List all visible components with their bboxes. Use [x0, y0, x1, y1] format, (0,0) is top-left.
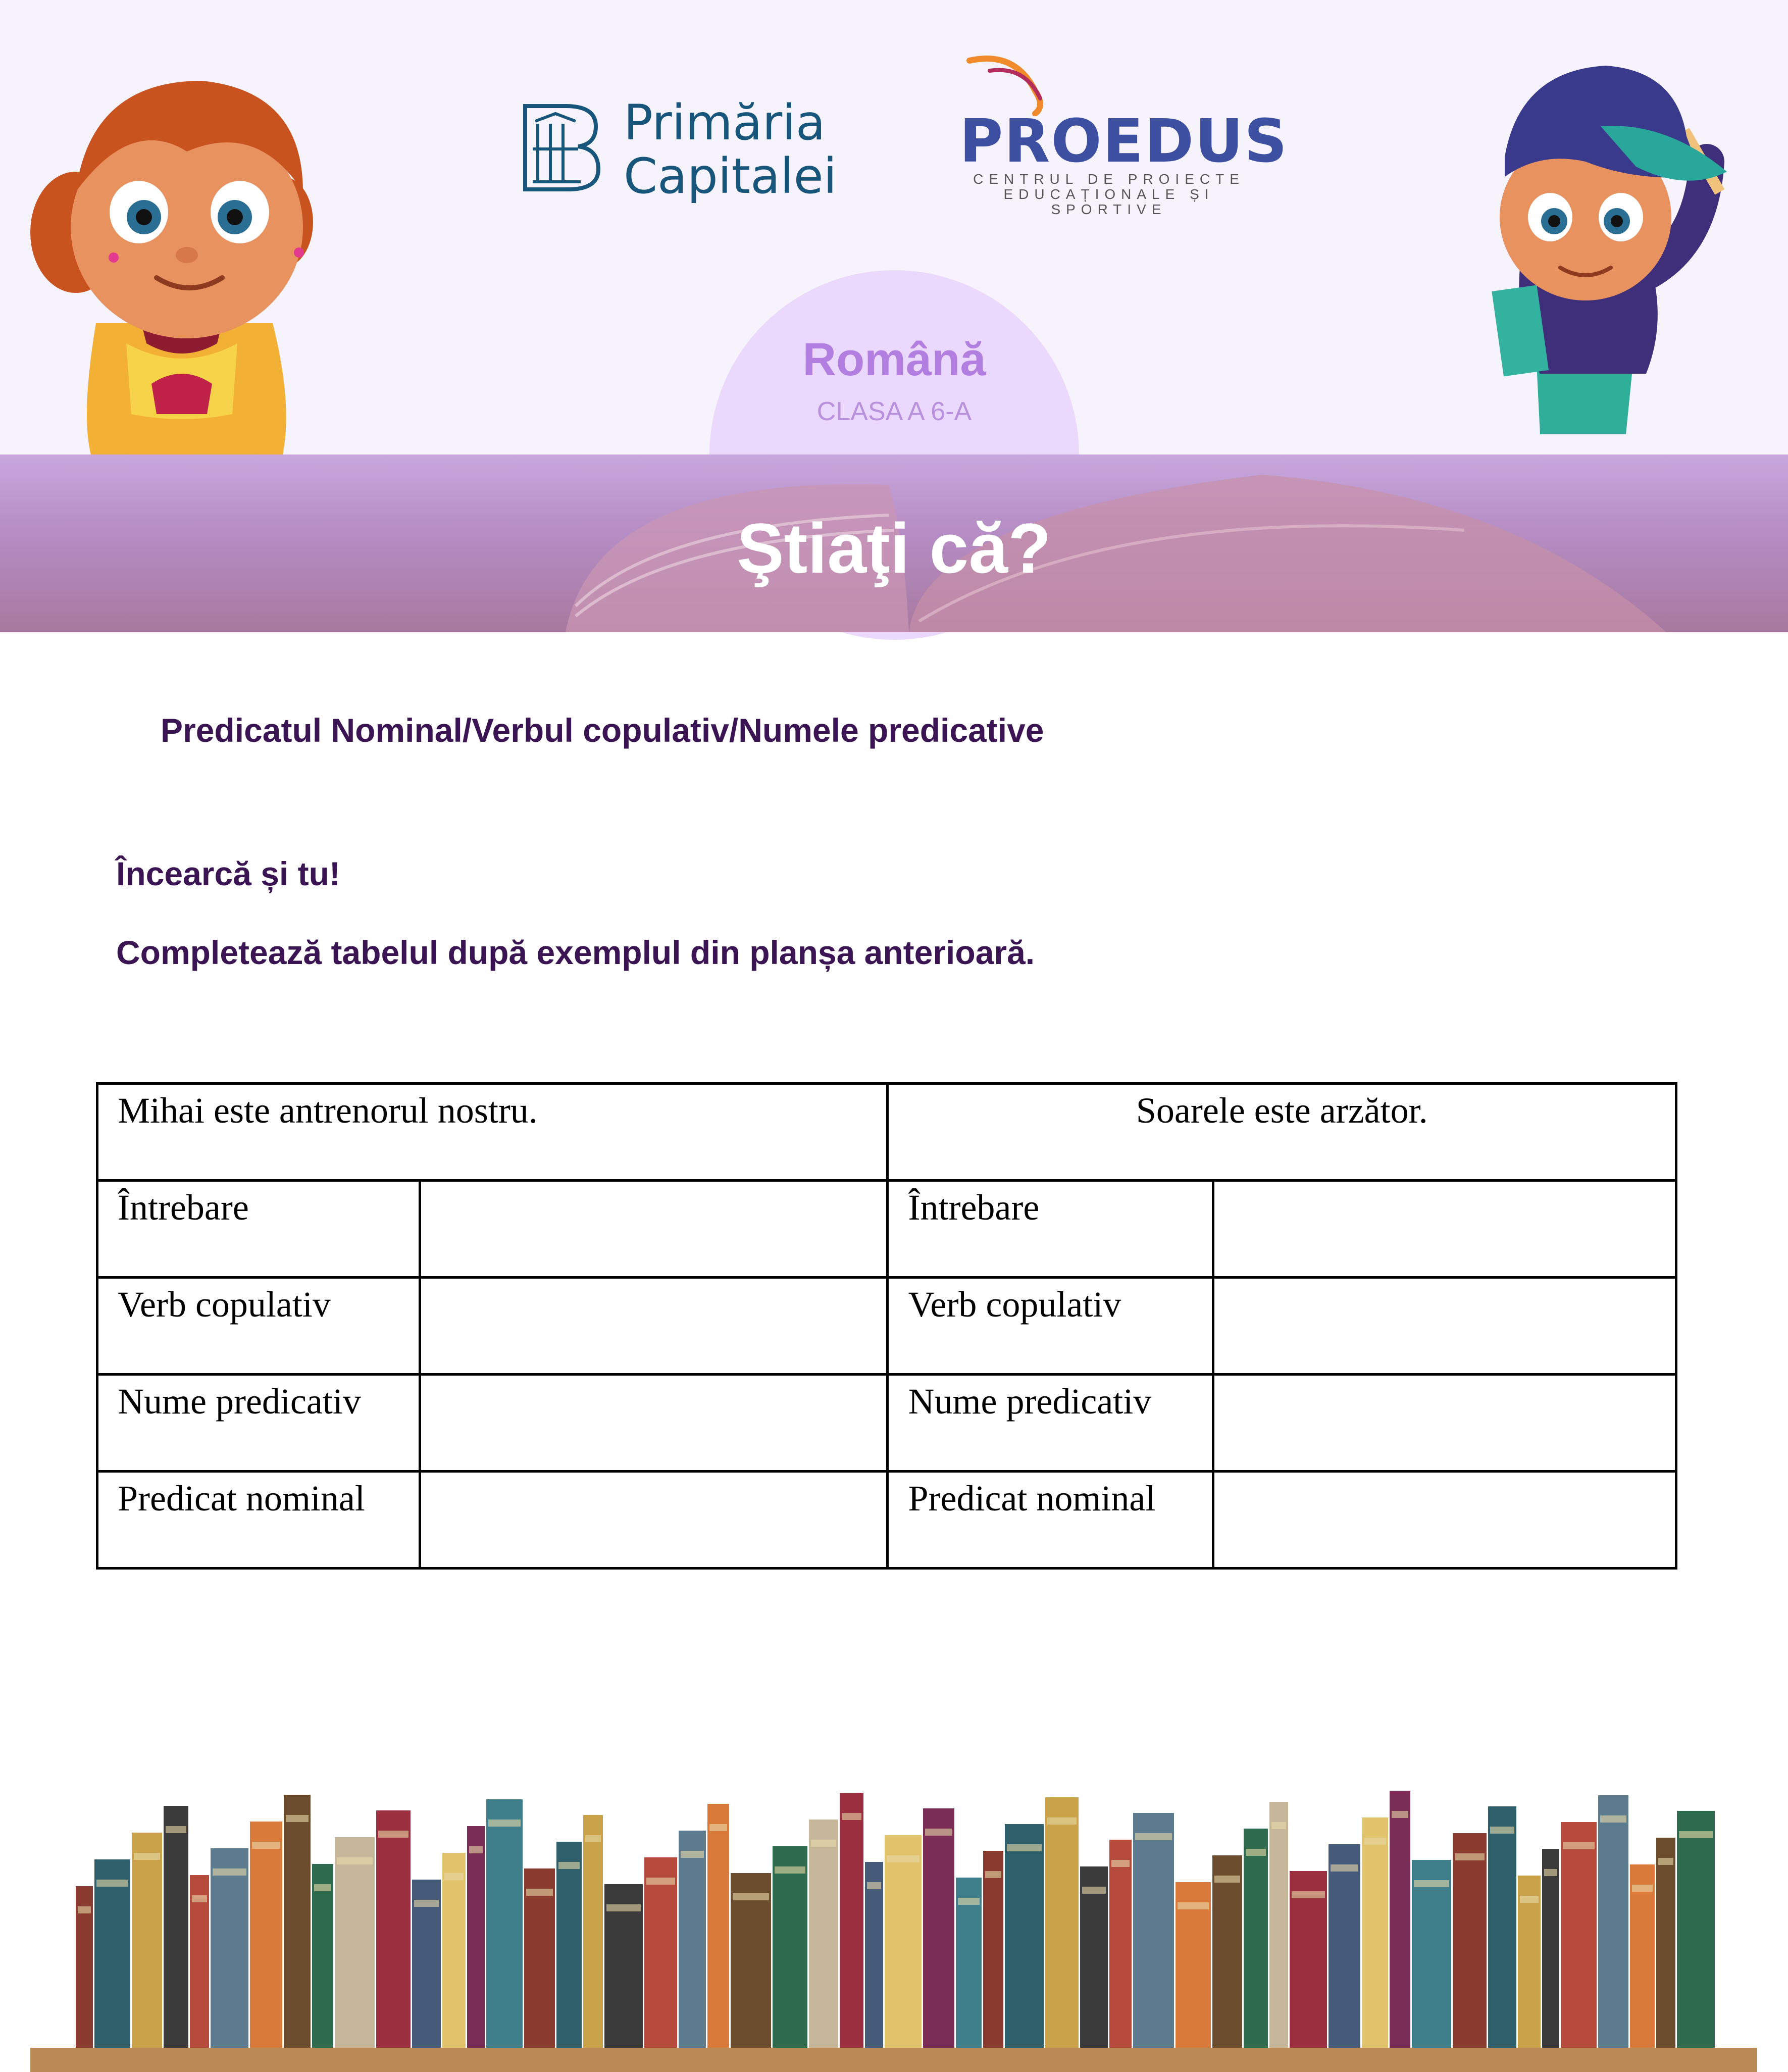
book-band [958, 1898, 980, 1905]
book-spine [94, 1859, 130, 2048]
boy-character-illustration [1485, 50, 1747, 454]
book-spine [250, 1822, 282, 2048]
proedus-subtitle-2: EDUCAȚIONALE ȘI SPORTIVE [1003, 186, 1214, 217]
book-band [867, 1882, 881, 1889]
book-spine [486, 1799, 523, 2048]
subject-title: Română [802, 334, 986, 385]
book-spine [679, 1831, 706, 2048]
book-spine [376, 1810, 411, 2048]
book-band [681, 1851, 704, 1858]
book-band [444, 1873, 464, 1880]
proedus-wordmark: PROEDUS [959, 106, 1289, 176]
exercise-table [96, 1082, 1677, 1570]
row-label-right: Predicat nominal [888, 1472, 1213, 1569]
answer-cell[interactable] [420, 1472, 888, 1569]
bookshelf-illustration [0, 1767, 1788, 2072]
book-band [709, 1824, 727, 1831]
book-band [1632, 1885, 1653, 1892]
book-band [985, 1871, 1001, 1878]
book-band [1455, 1853, 1485, 1860]
book-band [1082, 1887, 1106, 1894]
book-spine [1329, 1844, 1360, 2048]
book-spine [1212, 1855, 1242, 2048]
book-spine [211, 1848, 248, 2048]
book-band [1658, 1858, 1673, 1865]
book-band [842, 1813, 861, 1820]
answer-cell[interactable] [420, 1278, 888, 1375]
book-spine [284, 1795, 311, 2048]
row-label-left: Nume predicativ [97, 1375, 420, 1472]
book-band [775, 1866, 805, 1874]
primaria-line-2: Capitalei [624, 148, 837, 205]
book-band [585, 1835, 601, 1842]
primaria-line-1: Primăria [624, 94, 826, 151]
book-band [488, 1820, 521, 1827]
proedus-logo [959, 50, 1289, 217]
book-spine [132, 1833, 162, 2048]
book-spine [923, 1808, 954, 2048]
book-spine [556, 1842, 582, 2048]
book-band [1600, 1815, 1626, 1823]
book-band [1490, 1827, 1514, 1834]
book-band [526, 1889, 553, 1896]
table-row [97, 1181, 1676, 1278]
book-band [213, 1868, 246, 1876]
book-spine [1561, 1822, 1597, 2048]
book-band [1135, 1833, 1172, 1840]
book-band [811, 1840, 836, 1847]
book-band [1392, 1811, 1408, 1818]
book-band [1563, 1842, 1595, 1849]
book-band [1111, 1860, 1130, 1867]
row-label-right: Verb copulativ [888, 1278, 1213, 1375]
book-band [1520, 1896, 1539, 1903]
table-row [97, 1472, 1676, 1569]
book-spine [1269, 1802, 1288, 2048]
book-band [414, 1900, 439, 1907]
book-band [1047, 1817, 1077, 1825]
table-row [97, 1278, 1676, 1375]
row-label-right: Întrebare [888, 1181, 1213, 1278]
book-band [1331, 1864, 1358, 1872]
book-spine [583, 1815, 603, 2048]
row-label-left: Predicat nominal [97, 1472, 420, 1569]
book-spine [1598, 1795, 1628, 2048]
book-band [1007, 1844, 1042, 1851]
book-band [1544, 1869, 1557, 1876]
book-spine [1045, 1797, 1079, 2048]
book-spine [164, 1806, 188, 2048]
exercise-instruction: Completează tabelul după exemplul din planșa anterioară. [116, 934, 1035, 971]
book-band [646, 1878, 675, 1885]
book-band [166, 1826, 186, 1833]
banner-title: Ştiaţi că? [737, 509, 1051, 588]
book-spine [707, 1804, 729, 2048]
answer-cell[interactable] [420, 1375, 888, 1472]
answer-cell[interactable] [420, 1181, 888, 1278]
book-band [558, 1862, 580, 1869]
book-spine [1677, 1811, 1715, 2048]
book-band [925, 1829, 952, 1836]
row-label-left: Întrebare [97, 1181, 420, 1278]
book-spine [773, 1846, 807, 2048]
book-band [314, 1884, 331, 1891]
book-band [337, 1857, 373, 1864]
book-spine [809, 1820, 838, 2048]
answer-cell[interactable] [1213, 1472, 1676, 1569]
book-spine [1488, 1806, 1516, 2048]
book-spine [1630, 1864, 1655, 2048]
book-band [78, 1906, 91, 1913]
book-spine [1412, 1860, 1451, 2048]
table-row [97, 1375, 1676, 1472]
book-band [192, 1895, 207, 1902]
book-spine [1390, 1791, 1410, 2048]
book-spine [840, 1793, 863, 2048]
book-spine [1362, 1817, 1388, 2048]
grade-label: CLASA A 6-A [816, 397, 972, 426]
shelf-board [30, 2048, 1757, 2072]
book-band [733, 1893, 769, 1900]
book-spine [1005, 1824, 1044, 2048]
book-band [378, 1831, 408, 1838]
book-band [252, 1842, 280, 1849]
book-spine [1542, 1849, 1559, 2048]
book-spine [983, 1851, 1003, 2048]
right-sentence-cell: Soarele este arzător. [888, 1084, 1676, 1181]
book-spine [1109, 1840, 1132, 2048]
book-spine [1453, 1833, 1487, 2048]
answer-cell[interactable] [1213, 1375, 1676, 1472]
left-sentence-cell: Mihai este antrenorul nostru. [97, 1084, 888, 1181]
book-spine [1244, 1829, 1268, 2048]
primaria-capitalei-logo [515, 96, 858, 212]
book-band [1292, 1891, 1325, 1898]
book-spine [644, 1857, 677, 2048]
book-spine [312, 1864, 333, 2048]
book-spine [467, 1826, 485, 2048]
book-band [134, 1853, 160, 1860]
book-spine [442, 1853, 466, 2048]
book-band [1414, 1880, 1449, 1887]
book-band [286, 1815, 309, 1822]
try-it-heading: Încearcă și tu! [116, 855, 340, 892]
book-band [1679, 1831, 1713, 1838]
table-header-row [97, 1084, 1676, 1181]
answer-cell[interactable] [1213, 1278, 1676, 1375]
book-band [96, 1880, 128, 1887]
book-spine [1133, 1813, 1174, 2048]
answer-cell[interactable] [1213, 1181, 1676, 1278]
book-band [469, 1846, 483, 1853]
book-spine [885, 1835, 922, 2048]
book-band [1214, 1876, 1240, 1883]
book-band [606, 1904, 641, 1911]
lesson-topic: Predicatul Nominal/Verbul copulativ/Numele predicative [161, 712, 1044, 749]
book-band [1178, 1902, 1209, 1909]
book-spine [335, 1837, 375, 2048]
book-band [1271, 1822, 1286, 1829]
book-spine [865, 1862, 883, 2048]
girl-character-illustration [20, 61, 343, 454]
proedus-subtitle-1: CENTRUL DE PROIECTE [973, 171, 1245, 187]
row-label-left: Verb copulativ [97, 1278, 420, 1375]
book-band [1364, 1838, 1386, 1845]
book-band [887, 1855, 919, 1862]
book-band [1246, 1849, 1266, 1856]
primaria-building-icon [520, 101, 601, 192]
book-spine [1656, 1838, 1675, 2048]
row-label-right: Nume predicativ [888, 1375, 1213, 1472]
